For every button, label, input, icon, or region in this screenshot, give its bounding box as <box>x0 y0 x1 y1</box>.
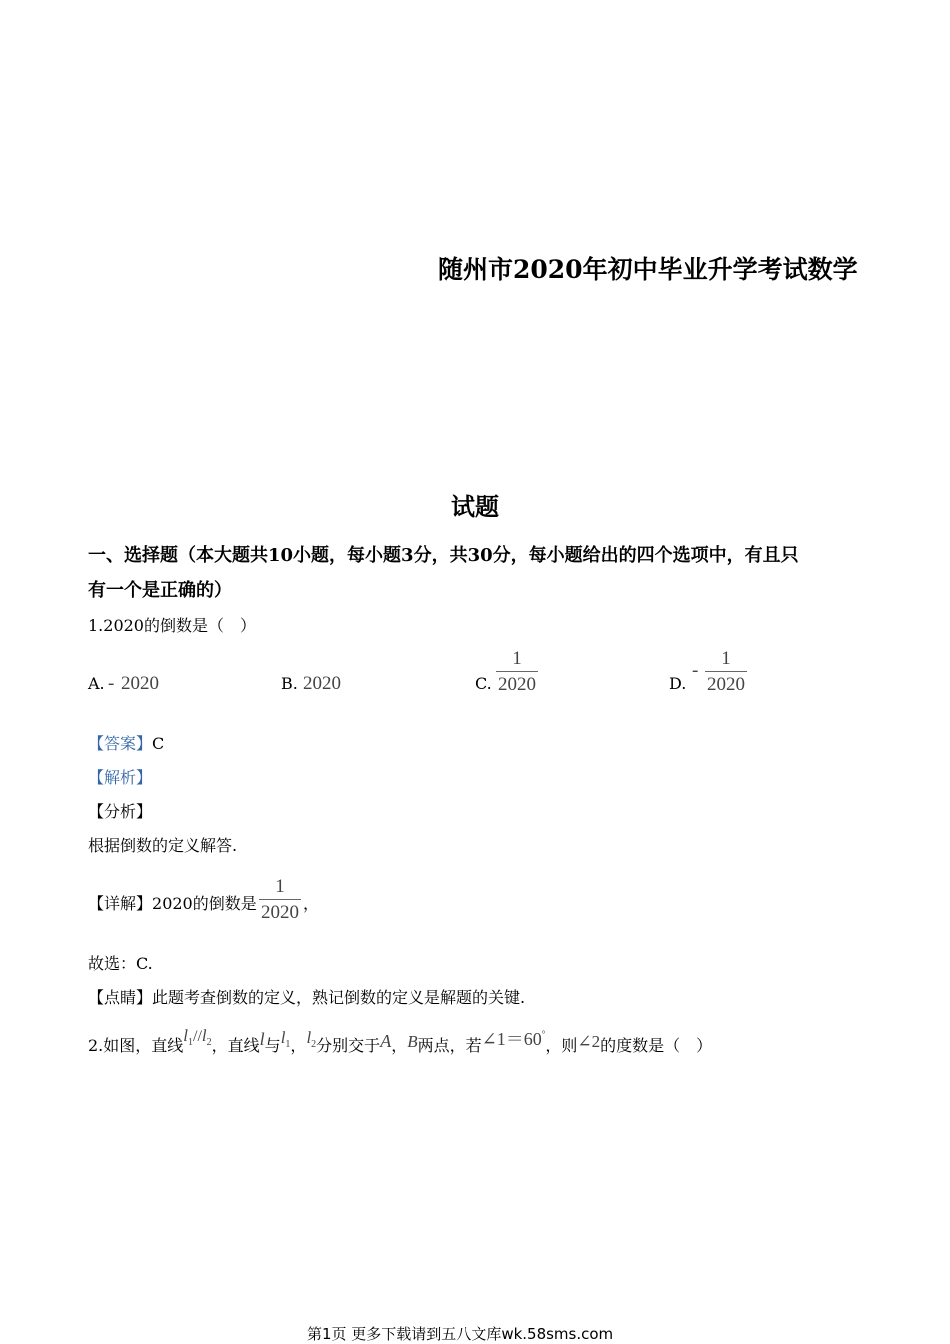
q2-l2b-sub: 2 <box>311 1039 317 1050</box>
answer-tag: 【答案】 <box>88 734 153 753</box>
q2-text-4: ， <box>290 1036 307 1055</box>
option-a-label: A. <box>88 674 105 693</box>
q2-text-7: 两点，若 <box>417 1036 482 1055</box>
question-1-stem: 1.2020的倒数是（ ） <box>88 616 256 635</box>
q2-text-3: 与 <box>264 1036 281 1055</box>
option-b-value: 2020 <box>303 673 341 694</box>
option-c-label: C. <box>475 674 492 693</box>
analysis-tag: 【解析】 <box>88 768 153 787</box>
document-title: 随州市2020年初中毕业升学考试数学 <box>438 255 858 284</box>
detail-comma: ， <box>303 894 320 913</box>
section-heading-line1: 一、选择题（本大题共10小题，每小题3分，共30分，每小题给出的四个选项中，有且只 <box>88 545 799 566</box>
q2-l2-sub: 2 <box>206 1037 212 1048</box>
detail-fraction <box>259 876 301 924</box>
option-d-numerator: 1 <box>721 648 731 669</box>
q2-l1b: l <box>280 1028 286 1047</box>
fenxi-text: 根据倒数的定义解答. <box>88 836 238 855</box>
q2-l1: l <box>183 1026 189 1045</box>
q2-l2: l <box>201 1026 207 1045</box>
q2-angle1: ∠1＝60 <box>481 1029 542 1049</box>
q2-l2b: l <box>306 1028 312 1047</box>
comment-line <box>88 985 525 1008</box>
detail-text: 2020的倒数是 <box>152 894 257 913</box>
detail-denominator: 2020 <box>261 902 299 923</box>
option-b-label: B. <box>281 674 298 693</box>
q2-l1b-sub: 1 <box>285 1039 291 1050</box>
q2-text-1: 2.如图，直线 <box>88 1036 184 1055</box>
detail-fraction-bar <box>259 899 301 900</box>
detail-line <box>88 891 257 914</box>
option-a-sign: - <box>108 673 115 694</box>
q2-text-8: ，则 <box>545 1036 578 1055</box>
section-heading-line2: 有一个是正确的） <box>88 580 232 601</box>
q2-text-6: ， <box>391 1036 408 1055</box>
option-c-denominator: 2020 <box>498 674 536 695</box>
option-c-fraction-bar <box>496 671 538 672</box>
q2-point-b: B <box>407 1032 418 1051</box>
option-d-fraction <box>705 648 747 696</box>
answer-value: C <box>152 734 165 753</box>
q2-text-9: 的度数是（ ） <box>600 1036 713 1055</box>
comment-tag: 【点睛】 <box>88 988 153 1007</box>
q2-point-a: A <box>380 1031 392 1051</box>
document-subtitle: 试题 <box>451 492 499 521</box>
q2-parallel: // <box>193 1028 202 1045</box>
detail-numerator: 1 <box>275 876 285 897</box>
option-d-label: D. <box>669 674 687 693</box>
q2-angle2: ∠2 <box>577 1032 601 1051</box>
fenxi-tag: 【分析】 <box>88 802 153 821</box>
option-c-fraction <box>496 648 538 696</box>
option-d-sign: - <box>692 660 699 681</box>
option-a-value: 2020 <box>121 673 159 694</box>
option-d-denominator: 2020 <box>707 674 745 695</box>
page-footer: 第1页 更多下载请到五八文库wk.58sms.com <box>307 1325 614 1343</box>
q2-l: l <box>259 1029 265 1049</box>
q2-l1-sub: 1 <box>188 1037 194 1048</box>
question-2-stem <box>88 1026 713 1057</box>
option-d-fraction-bar <box>705 671 747 672</box>
option-c-numerator: 1 <box>512 648 522 669</box>
q2-text-5: 分别交于 <box>316 1036 381 1055</box>
q2-degree: ° <box>541 1029 546 1039</box>
choose-line: 故选：C. <box>88 954 153 973</box>
detail-tag: 【详解】 <box>88 894 153 913</box>
answer-line <box>88 731 164 754</box>
comment-text: 此题考查倒数的定义，熟记倒数的定义是解题的关键. <box>152 988 526 1007</box>
q2-text-2: ，直线 <box>211 1036 260 1055</box>
